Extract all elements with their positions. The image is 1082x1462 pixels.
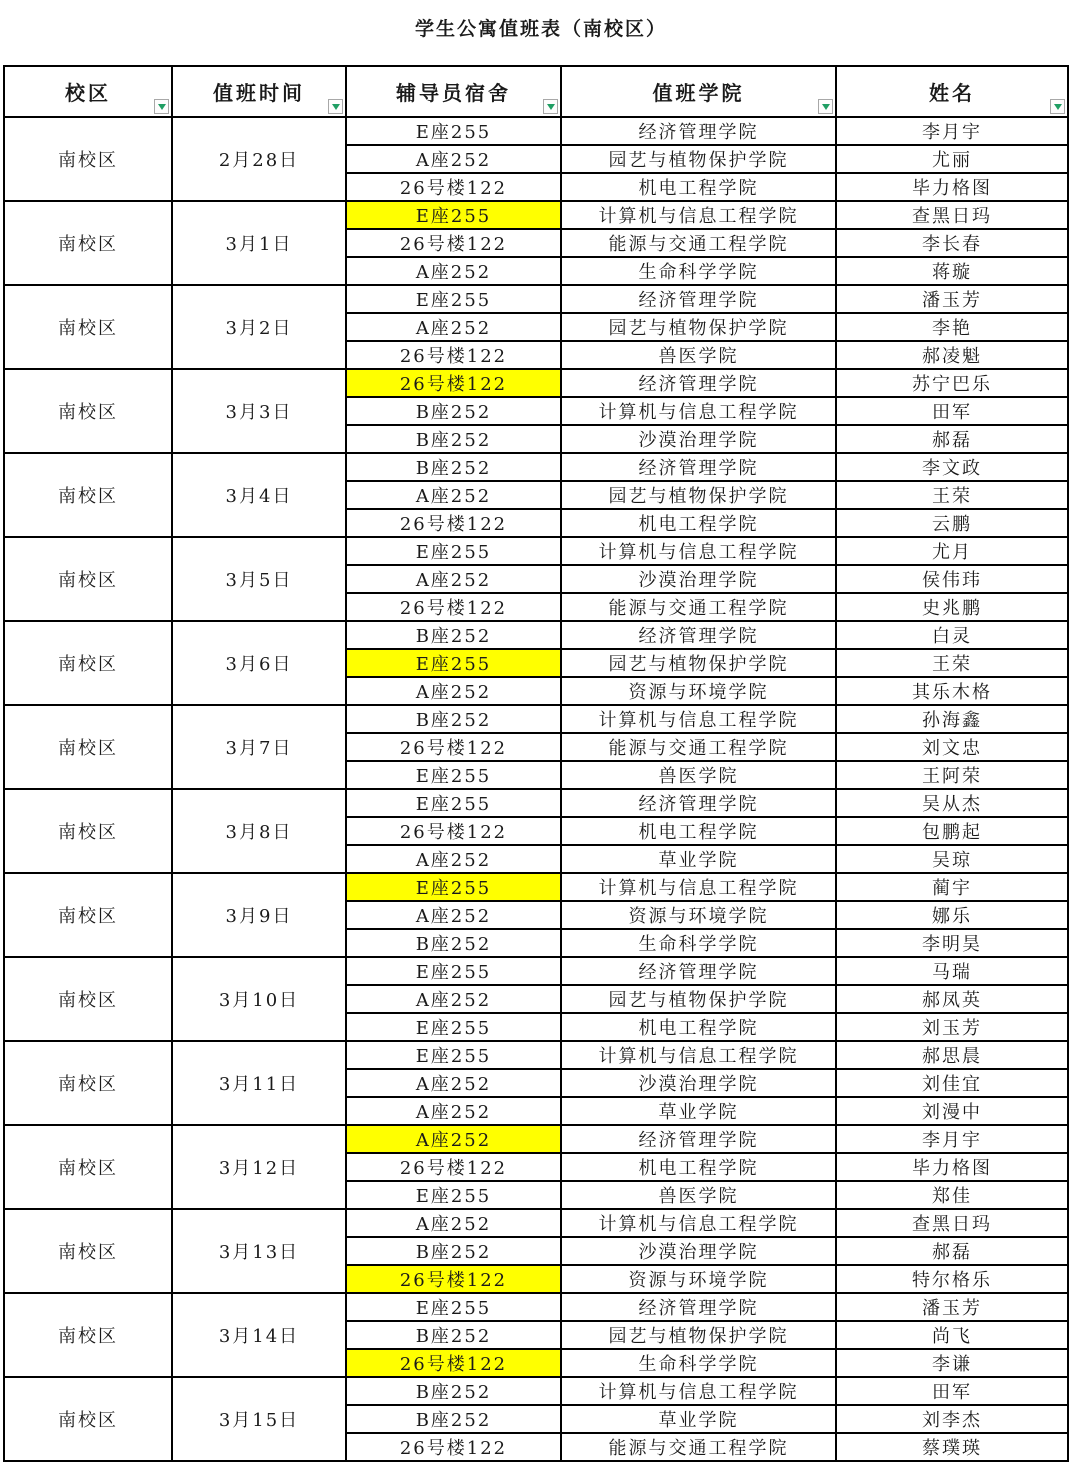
dorm-cell[interactable]: 26号楼122 bbox=[346, 817, 561, 845]
column-header-label: 值班学院 bbox=[652, 81, 745, 105]
table-row bbox=[4, 537, 1068, 565]
filter-dropdown-icon bbox=[158, 104, 166, 110]
name-cell[interactable]: 李月宇 bbox=[836, 117, 1068, 145]
dorm-cell[interactable]: E座255 bbox=[346, 285, 561, 313]
dorm-cell[interactable]: 26号楼122 bbox=[346, 733, 561, 761]
date-cell[interactable]: 3月5日 bbox=[172, 537, 346, 621]
date-cell[interactable]: 3月2日 bbox=[172, 285, 346, 369]
college-cell[interactable]: 计算机与信息工程学院 bbox=[561, 201, 836, 229]
name-cell[interactable]: 刘玉芳 bbox=[836, 1013, 1068, 1041]
dorm-cell[interactable]: E座255 bbox=[346, 873, 561, 901]
dorm-cell[interactable]: A座252 bbox=[346, 677, 561, 705]
dorm-cell[interactable]: E座255 bbox=[346, 789, 561, 817]
name-cell[interactable]: 包鹏起 bbox=[836, 817, 1068, 845]
campus-cell[interactable]: 南校区 bbox=[4, 621, 172, 705]
column-header-3 bbox=[346, 66, 561, 117]
college-cell[interactable]: 兽医学院 bbox=[561, 341, 836, 369]
name-cell[interactable]: 苏宁巴乐 bbox=[836, 369, 1068, 397]
table-row bbox=[4, 1209, 1068, 1237]
filter-dropdown-icon bbox=[1054, 104, 1062, 110]
name-cell[interactable]: 毕力格图 bbox=[836, 1153, 1068, 1181]
filter-button[interactable] bbox=[328, 99, 343, 114]
dorm-cell[interactable]: B座252 bbox=[346, 1405, 561, 1433]
dorm-cell[interactable]: 26号楼122 bbox=[346, 1349, 561, 1377]
name-cell[interactable]: 李月宇 bbox=[836, 1125, 1068, 1153]
table-row bbox=[4, 453, 1068, 481]
dorm-cell[interactable]: A座252 bbox=[346, 481, 561, 509]
name-cell[interactable]: 李文政 bbox=[836, 453, 1068, 481]
dorm-cell[interactable]: B座252 bbox=[346, 453, 561, 481]
name-cell[interactable]: 蔡璞瑛 bbox=[836, 1433, 1068, 1461]
campus-cell[interactable]: 南校区 bbox=[4, 201, 172, 285]
dorm-cell[interactable]: E座255 bbox=[346, 649, 561, 677]
dorm-cell[interactable]: A座252 bbox=[346, 845, 561, 873]
name-cell[interactable]: 王荣 bbox=[836, 481, 1068, 509]
date-cell[interactable]: 3月14日 bbox=[172, 1293, 346, 1377]
campus-cell[interactable]: 南校区 bbox=[4, 117, 172, 201]
college-cell[interactable]: 经济管理学院 bbox=[561, 1125, 836, 1153]
filter-dropdown-icon bbox=[822, 104, 830, 110]
dorm-cell[interactable]: 26号楼122 bbox=[346, 509, 561, 537]
page-title: 学生公寓值班表（南校区） bbox=[414, 18, 667, 40]
college-cell[interactable]: 资源与环境学院 bbox=[561, 677, 836, 705]
college-cell[interactable]: 草业学院 bbox=[561, 1405, 836, 1433]
dorm-cell[interactable]: 26号楼122 bbox=[346, 173, 561, 201]
dorm-cell[interactable]: 26号楼122 bbox=[346, 1153, 561, 1181]
college-cell[interactable]: 计算机与信息工程学院 bbox=[561, 1377, 836, 1405]
name-cell[interactable]: 郝凌魁 bbox=[836, 341, 1068, 369]
dorm-cell[interactable]: B座252 bbox=[346, 1377, 561, 1405]
campus-cell[interactable]: 南校区 bbox=[4, 1209, 172, 1293]
dorm-cell[interactable]: A座252 bbox=[346, 901, 561, 929]
college-cell[interactable]: 能源与交通工程学院 bbox=[561, 1433, 836, 1461]
date-cell[interactable]: 3月6日 bbox=[172, 621, 346, 705]
name-cell[interactable]: 郝磊 bbox=[836, 425, 1068, 453]
campus-cell[interactable]: 南校区 bbox=[4, 873, 172, 957]
college-cell[interactable]: 园艺与植物保护学院 bbox=[561, 985, 836, 1013]
name-cell[interactable]: 王阿荣 bbox=[836, 761, 1068, 789]
college-cell[interactable]: 经济管理学院 bbox=[561, 789, 836, 817]
campus-cell[interactable]: 南校区 bbox=[4, 705, 172, 789]
college-cell[interactable]: 生命科学学院 bbox=[561, 1349, 836, 1377]
name-cell[interactable]: 郝凤英 bbox=[836, 985, 1068, 1013]
date-cell[interactable]: 3月7日 bbox=[172, 705, 346, 789]
date-cell[interactable]: 3月10日 bbox=[172, 957, 346, 1041]
date-cell[interactable]: 3月11日 bbox=[172, 1041, 346, 1125]
college-cell[interactable]: 能源与交通工程学院 bbox=[561, 229, 836, 257]
name-cell[interactable]: 潘玉芳 bbox=[836, 1293, 1068, 1321]
college-cell[interactable]: 经济管理学院 bbox=[561, 957, 836, 985]
college-cell[interactable]: 草业学院 bbox=[561, 1097, 836, 1125]
college-cell[interactable]: 计算机与信息工程学院 bbox=[561, 537, 836, 565]
name-cell[interactable]: 刘佳宜 bbox=[836, 1069, 1068, 1097]
date-cell[interactable]: 3月12日 bbox=[172, 1125, 346, 1209]
name-cell[interactable]: 李谦 bbox=[836, 1349, 1068, 1377]
campus-cell[interactable]: 南校区 bbox=[4, 1293, 172, 1377]
dorm-cell[interactable]: E座255 bbox=[346, 1293, 561, 1321]
name-cell[interactable]: 郝思晨 bbox=[836, 1041, 1068, 1069]
name-cell[interactable]: 李长春 bbox=[836, 229, 1068, 257]
dorm-cell[interactable]: 26号楼122 bbox=[346, 1433, 561, 1461]
filter-button[interactable] bbox=[154, 99, 169, 114]
dorm-cell[interactable]: E座255 bbox=[346, 1013, 561, 1041]
college-cell[interactable]: 沙漠治理学院 bbox=[561, 565, 836, 593]
date-cell[interactable]: 3月4日 bbox=[172, 453, 346, 537]
dorm-cell[interactable]: E座255 bbox=[346, 957, 561, 985]
dorm-cell[interactable]: E座255 bbox=[346, 1041, 561, 1069]
name-cell[interactable]: 田军 bbox=[836, 397, 1068, 425]
filter-button[interactable] bbox=[1050, 99, 1065, 114]
name-cell[interactable]: 其乐木格 bbox=[836, 677, 1068, 705]
dorm-cell[interactable]: E座255 bbox=[346, 201, 561, 229]
campus-cell[interactable]: 南校区 bbox=[4, 453, 172, 537]
column-header-4 bbox=[561, 66, 836, 117]
date-cell[interactable]: 2月28日 bbox=[172, 117, 346, 201]
name-cell[interactable]: 马瑞 bbox=[836, 957, 1068, 985]
dorm-cell[interactable]: B座252 bbox=[346, 1237, 561, 1265]
dorm-cell[interactable]: A座252 bbox=[346, 1209, 561, 1237]
name-cell[interactable]: 田军 bbox=[836, 1377, 1068, 1405]
name-cell[interactable]: 尚飞 bbox=[836, 1321, 1068, 1349]
date-cell[interactable]: 3月9日 bbox=[172, 873, 346, 957]
column-header-1 bbox=[4, 66, 172, 117]
dorm-cell[interactable]: 26号楼122 bbox=[346, 1265, 561, 1293]
column-header-label: 姓名 bbox=[929, 81, 975, 105]
date-cell[interactable]: 3月15日 bbox=[172, 1377, 346, 1461]
column-header-label: 校区 bbox=[65, 81, 111, 105]
name-cell[interactable]: 孙海鑫 bbox=[836, 705, 1068, 733]
dorm-cell[interactable]: B座252 bbox=[346, 705, 561, 733]
college-cell[interactable]: 园艺与植物保护学院 bbox=[561, 481, 836, 509]
dorm-cell[interactable]: 26号楼122 bbox=[346, 229, 561, 257]
college-cell[interactable]: 经济管理学院 bbox=[561, 285, 836, 313]
college-cell[interactable]: 沙漠治理学院 bbox=[561, 425, 836, 453]
college-cell[interactable]: 沙漠治理学院 bbox=[561, 1237, 836, 1265]
college-cell[interactable]: 园艺与植物保护学院 bbox=[561, 649, 836, 677]
college-cell[interactable]: 草业学院 bbox=[561, 845, 836, 873]
table-row bbox=[4, 1125, 1068, 1153]
dorm-cell[interactable]: A座252 bbox=[346, 1069, 561, 1097]
dorm-cell[interactable]: E座255 bbox=[346, 117, 561, 145]
college-cell[interactable]: 机电工程学院 bbox=[561, 509, 836, 537]
campus-cell[interactable]: 南校区 bbox=[4, 789, 172, 873]
dorm-cell[interactable]: B座252 bbox=[346, 621, 561, 649]
name-cell[interactable]: 白灵 bbox=[836, 621, 1068, 649]
college-cell[interactable]: 计算机与信息工程学院 bbox=[561, 1041, 836, 1069]
dorm-cell[interactable]: A座252 bbox=[346, 145, 561, 173]
table-row bbox=[4, 369, 1068, 397]
name-cell[interactable]: 尤丽 bbox=[836, 145, 1068, 173]
name-cell[interactable]: 查黑日玛 bbox=[836, 1209, 1068, 1237]
college-cell[interactable]: 机电工程学院 bbox=[561, 1153, 836, 1181]
table-row bbox=[4, 957, 1068, 985]
name-cell[interactable]: 王荣 bbox=[836, 649, 1068, 677]
college-cell[interactable]: 机电工程学院 bbox=[561, 173, 836, 201]
table-row bbox=[4, 201, 1068, 229]
college-cell[interactable]: 园艺与植物保护学院 bbox=[561, 313, 836, 341]
dorm-cell[interactable]: 26号楼122 bbox=[346, 341, 561, 369]
name-cell[interactable]: 娜乐 bbox=[836, 901, 1068, 929]
table-row bbox=[4, 117, 1068, 145]
dorm-cell[interactable]: A座252 bbox=[346, 1097, 561, 1125]
dorm-cell[interactable]: B座252 bbox=[346, 929, 561, 957]
dorm-cell[interactable]: A座252 bbox=[346, 313, 561, 341]
college-cell[interactable]: 生命科学学院 bbox=[561, 929, 836, 957]
college-cell[interactable]: 经济管理学院 bbox=[561, 1293, 836, 1321]
college-cell[interactable]: 经济管理学院 bbox=[561, 369, 836, 397]
name-cell[interactable]: 毕力格图 bbox=[836, 173, 1068, 201]
column-header-label: 值班时间 bbox=[213, 81, 305, 105]
college-cell[interactable]: 资源与环境学院 bbox=[561, 901, 836, 929]
name-cell[interactable]: 查黑日玛 bbox=[836, 201, 1068, 229]
filter-button[interactable] bbox=[818, 99, 833, 114]
campus-cell[interactable]: 南校区 bbox=[4, 1377, 172, 1461]
name-cell[interactable]: 李艳 bbox=[836, 313, 1068, 341]
column-header-label: 辅导员宿舍 bbox=[396, 81, 511, 105]
college-cell[interactable]: 资源与环境学院 bbox=[561, 1265, 836, 1293]
campus-cell[interactable]: 南校区 bbox=[4, 1041, 172, 1125]
dorm-cell[interactable]: 26号楼122 bbox=[346, 369, 561, 397]
column-header-2 bbox=[172, 66, 346, 117]
college-cell[interactable]: 能源与交通工程学院 bbox=[561, 593, 836, 621]
college-cell[interactable]: 兽医学院 bbox=[561, 1181, 836, 1209]
campus-cell[interactable]: 南校区 bbox=[4, 369, 172, 453]
college-cell[interactable]: 兽医学院 bbox=[561, 761, 836, 789]
table-row bbox=[4, 705, 1068, 733]
table-row bbox=[4, 873, 1068, 901]
table-row bbox=[4, 1377, 1068, 1405]
table-row bbox=[4, 285, 1068, 313]
college-cell[interactable]: 经济管理学院 bbox=[561, 117, 836, 145]
dorm-cell[interactable]: E座255 bbox=[346, 1181, 561, 1209]
name-cell[interactable]: 李明昊 bbox=[836, 929, 1068, 957]
dorm-cell[interactable]: B座252 bbox=[346, 1321, 561, 1349]
filter-button[interactable] bbox=[543, 99, 558, 114]
campus-cell[interactable]: 南校区 bbox=[4, 537, 172, 621]
college-cell[interactable]: 沙漠治理学院 bbox=[561, 1069, 836, 1097]
name-cell[interactable]: 刘李杰 bbox=[836, 1405, 1068, 1433]
name-cell[interactable]: 史兆鹏 bbox=[836, 593, 1068, 621]
college-cell[interactable]: 计算机与信息工程学院 bbox=[561, 873, 836, 901]
column-header-5 bbox=[836, 66, 1068, 117]
college-cell[interactable]: 能源与交通工程学院 bbox=[561, 733, 836, 761]
name-cell[interactable]: 刘漫中 bbox=[836, 1097, 1068, 1125]
table-row bbox=[4, 621, 1068, 649]
college-cell[interactable]: 园艺与植物保护学院 bbox=[561, 1321, 836, 1349]
college-cell[interactable]: 计算机与信息工程学院 bbox=[561, 705, 836, 733]
college-cell[interactable]: 生命科学学院 bbox=[561, 257, 836, 285]
name-cell[interactable]: 蒋璇 bbox=[836, 257, 1068, 285]
table-row bbox=[4, 1041, 1068, 1069]
header-row bbox=[4, 66, 1068, 117]
dorm-cell[interactable]: E座255 bbox=[346, 761, 561, 789]
name-cell[interactable]: 潘玉芳 bbox=[836, 285, 1068, 313]
college-cell[interactable]: 园艺与植物保护学院 bbox=[561, 145, 836, 173]
college-cell[interactable]: 机电工程学院 bbox=[561, 1013, 836, 1041]
dorm-cell[interactable]: A座252 bbox=[346, 565, 561, 593]
date-cell[interactable]: 3月3日 bbox=[172, 369, 346, 453]
dorm-cell[interactable]: A座252 bbox=[346, 257, 561, 285]
college-cell[interactable]: 经济管理学院 bbox=[561, 621, 836, 649]
college-cell[interactable]: 机电工程学院 bbox=[561, 817, 836, 845]
campus-cell[interactable]: 南校区 bbox=[4, 1125, 172, 1209]
filter-dropdown-icon bbox=[332, 104, 340, 110]
dorm-cell[interactable]: A座252 bbox=[346, 985, 561, 1013]
name-cell[interactable]: 郝磊 bbox=[836, 1237, 1068, 1265]
name-cell[interactable]: 吴从杰 bbox=[836, 789, 1068, 817]
dorm-cell[interactable]: B座252 bbox=[346, 425, 561, 453]
name-cell[interactable]: 尤月 bbox=[836, 537, 1068, 565]
duty-table bbox=[3, 65, 1069, 1462]
campus-cell[interactable]: 南校区 bbox=[4, 957, 172, 1041]
date-cell[interactable]: 3月8日 bbox=[172, 789, 346, 873]
dorm-cell[interactable]: E座255 bbox=[346, 537, 561, 565]
campus-cell[interactable]: 南校区 bbox=[4, 285, 172, 369]
name-cell[interactable]: 侯伟玮 bbox=[836, 565, 1068, 593]
table-row bbox=[4, 1293, 1068, 1321]
date-cell[interactable]: 3月13日 bbox=[172, 1209, 346, 1293]
date-cell[interactable]: 3月1日 bbox=[172, 201, 346, 285]
dorm-cell[interactable]: 26号楼122 bbox=[346, 593, 561, 621]
dorm-cell[interactable]: A座252 bbox=[346, 1125, 561, 1153]
name-cell[interactable]: 蔺宇 bbox=[836, 873, 1068, 901]
college-cell[interactable]: 计算机与信息工程学院 bbox=[561, 397, 836, 425]
name-cell[interactable]: 刘文忠 bbox=[836, 733, 1068, 761]
college-cell[interactable]: 计算机与信息工程学院 bbox=[561, 1209, 836, 1237]
college-cell[interactable]: 经济管理学院 bbox=[561, 453, 836, 481]
name-cell[interactable]: 云鹏 bbox=[836, 509, 1068, 537]
table-row bbox=[4, 789, 1068, 817]
dorm-cell[interactable]: B座252 bbox=[346, 397, 561, 425]
name-cell[interactable]: 郑佳 bbox=[836, 1181, 1068, 1209]
filter-dropdown-icon bbox=[547, 104, 555, 110]
name-cell[interactable]: 吴琼 bbox=[836, 845, 1068, 873]
name-cell[interactable]: 特尔格乐 bbox=[836, 1265, 1068, 1293]
